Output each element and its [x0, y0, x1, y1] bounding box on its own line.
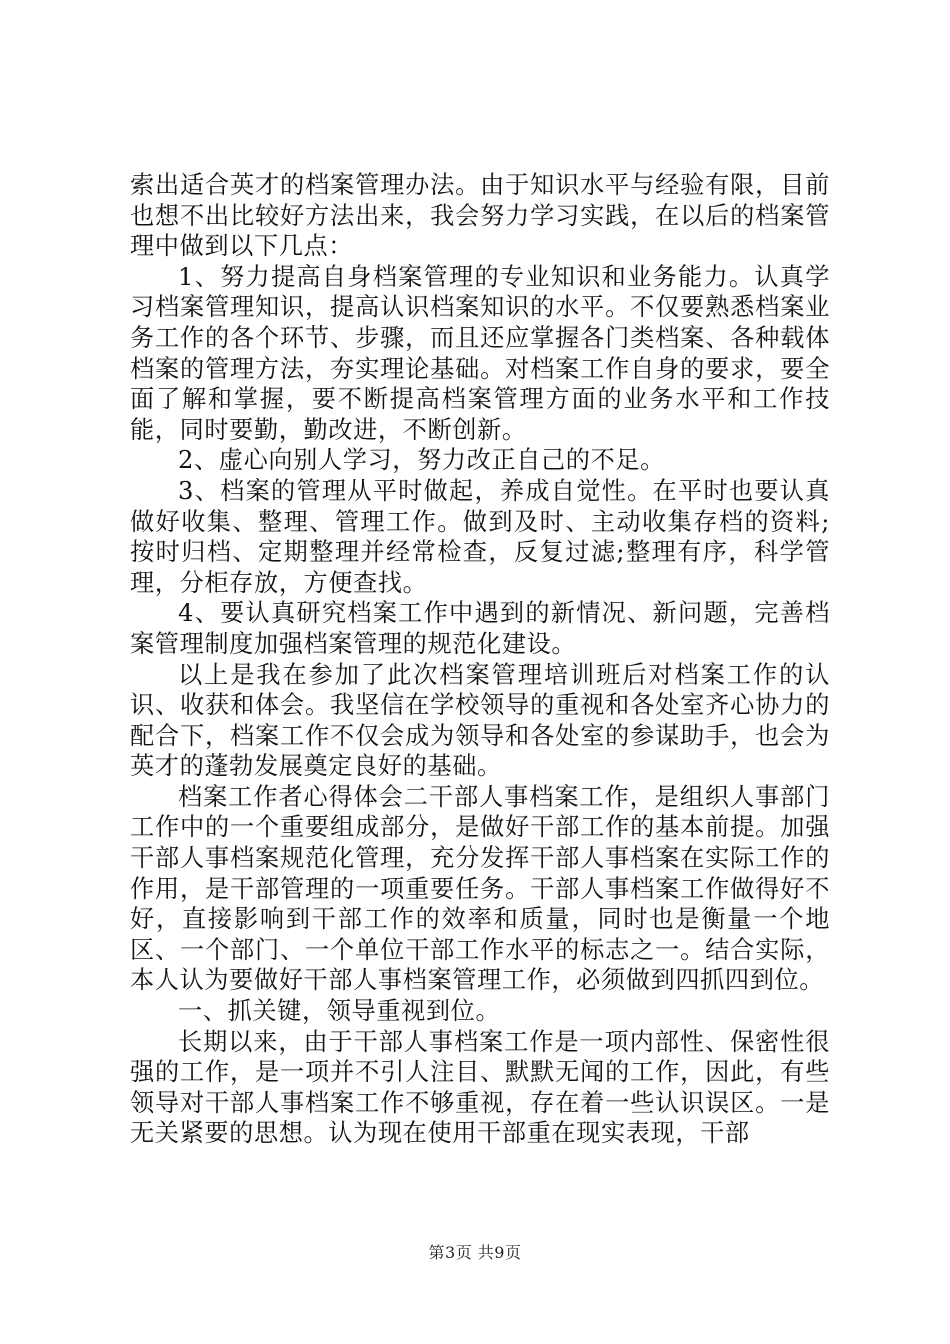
- paragraph-part-two-intro: 档案工作者心得体会二干部人事档案工作，是组织人事部门工作中的一个重要组成部分，是做好干部工作的基本前提。加强干部人事档案规范化管理，充分发挥干部人事档案在实际工作的作用，是干部管理的一项重要任务。干部人事档案工作做得好不好，直接影响到干部工作的效率和质量，同时也是衡量一个地区、一个部门、一个单位干部工作水平的标志之一。结合实际，本人认为要做好干部人事档案管理工作，必须做到四抓四到位。: [130, 782, 830, 995]
- page-footer: 第3页 共9页: [428, 1243, 522, 1262]
- section-heading-1: 一、抓关键，领导重视到位。: [178, 997, 501, 1026]
- paragraph-item-2: 2、虚心向别人学习，努力改正自己的不足。: [178, 446, 665, 475]
- paragraph-continuation: 索出适合英才的档案管理办法。由于知识水平与经验有限，目前也想不出比较好方法出来，我会努力学习实践，在以后的档案管理中做到以下几点：: [130, 171, 830, 261]
- document-body: [130, 170, 830, 1149]
- paragraph-item-1: 1、努力提高自身档案管理的专业知识和业务能力。认真学习档案管理知识，提高认识档案知识的水平。不仅要熟悉档案业务工作的各个环节、步骤，而且还应掌握各门类档案、各种载体档案的管理方法，夯实理论基础。对档案工作自身的要求，要全面了解和掌握，要不断提高档案管理方面的业务水平和工作技能，同时要勤，勤改进，不断创新。: [130, 262, 830, 444]
- paragraph-item-3: 3、档案的管理从平时做起，养成自觉性。在平时也要认真做好收集、整理、管理工作。做到及时、主动收集存档的资料;按时归档、定期整理并经常检查，反复过滤;整理有序，科学管理，分柜存放，方便查找。: [130, 476, 830, 597]
- paragraph-section-1-body: 长期以来，由于干部人事档案工作是一项内部性、保密性很强的工作，是一项并不引人注目、默默无闻的工作，因此，有些领导对干部人事档案工作不够重视，存在着一些认识误区。一是无关紧要的思想。认为现在使用干部重在现实表现，干部: [130, 1027, 830, 1148]
- paragraph-item-4: 4、要认真研究档案工作中遇到的新情况、新问题，完善档案管理制度加强档案管理的规范化建设。: [130, 599, 830, 658]
- paragraph-conclusion: 以上是我在参加了此次档案管理培训班后对档案工作的认识、收获和体会。我坚信在学校领导的重视和各处室齐心协力的配合下，档案工作不仅会成为领导和各处室的参谋助手，也会为英才的蓬勃发展奠定良好的基础。: [130, 660, 830, 781]
